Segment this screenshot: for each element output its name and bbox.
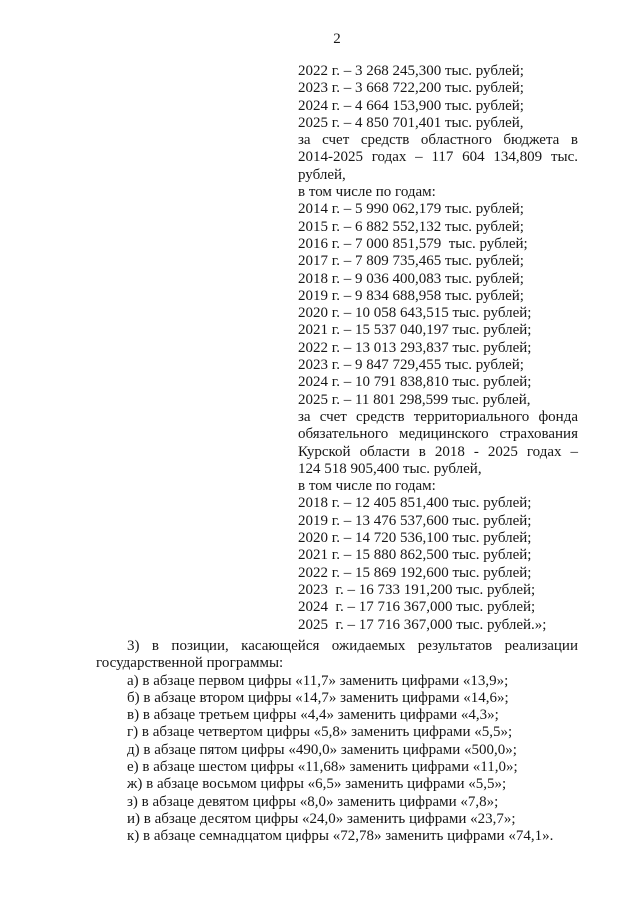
oblast-year-line: 2014 г. – 5 990 062,179 тыс. рублей; — [298, 201, 524, 218]
tfoms-year-line: 2021 г. – 15 880 862,500 тыс. рублей; — [298, 547, 532, 564]
oblast-year-line: 2018 г. – 9 036 400,083 тыс. рублей; — [298, 270, 524, 287]
oblast-year-line: 2021 г. – 15 537 040,197 тыс. рублей; — [298, 322, 532, 339]
oblast-year-line: 2025 г. – 11 801 298,599 тыс. рублей, — [298, 391, 531, 408]
results-subitem: д) в абзаце пятом цифры «490,0» заменить цифрами «500,0»; — [127, 741, 517, 758]
prev-year-line: 2025 г. – 4 850 701,401 тыс. рублей, — [298, 114, 524, 131]
page-number: 2 — [333, 31, 341, 47]
results-subitem: б) в абзаце втором цифры «14,7» заменить цифрами «14,6»; — [127, 689, 509, 706]
results-subitem: е) в абзаце шестом цифры «11,68» заменить цифрами «11,0»; — [127, 759, 518, 776]
oblast-year-line: 2023 г. – 9 847 729,455 тыс. рублей; — [298, 357, 524, 374]
oblast-year-line: 2019 г. – 9 834 688,958 тыс. рублей; — [298, 287, 524, 304]
results-subitem: в) в абзаце третьем цифры «4,4» заменить цифрами «4,3»; — [127, 707, 499, 724]
tfoms-year-line: 2019 г. – 13 476 537,600 тыс. рублей; — [298, 512, 532, 529]
tfoms-year-line: 2020 г. – 14 720 536,100 тыс. рублей; — [298, 530, 532, 547]
results-intro-line: государственной программы: — [96, 655, 284, 672]
oblast-budget-intro-line: 2014-2025 годах – 117 604 134,809 тыс. — [298, 149, 578, 166]
results-intro-line: 3) в позиции, касающейся ожидаемых результатов реализации — [127, 638, 578, 654]
results-subitem: и) в абзаце десятом цифры «24,0» заменить цифрами «23,7»; — [127, 810, 516, 827]
results-subitem: к) в абзаце семнадцатом цифры «72,78» заменить цифрами «74,1». — [127, 828, 554, 845]
prev-year-line: 2023 г. – 3 668 722,200 тыс. рублей; — [298, 80, 524, 97]
oblast-year-line: 2016 г. – 7 000 851,579 тыс. рублей; — [298, 235, 528, 252]
tfoms-year-line: 2022 г. – 15 869 192,600 тыс. рублей; — [298, 564, 532, 581]
prev-year-line: 2024 г. – 4 664 153,900 тыс. рублей; — [298, 97, 524, 114]
oblast-year-line: 2015 г. – 6 882 552,132 тыс. рублей; — [298, 218, 524, 235]
oblast-budget-intro-line: за счет средств областного бюджета в — [298, 132, 578, 149]
tfoms-by-years-label: в том числе по годам: — [298, 478, 436, 495]
tfoms-year-line: 2025 г. – 17 716 367,000 тыс. рублей.»; — [298, 616, 547, 633]
oblast-by-years-label: в том числе по годам: — [298, 184, 436, 201]
tfoms-year-line: 2024 г. – 17 716 367,000 тыс. рублей; — [298, 599, 536, 616]
oblast-year-line: 2024 г. – 10 791 838,810 тыс. рублей; — [298, 374, 532, 391]
oblast-year-line: 2020 г. – 10 058 643,515 тыс. рублей; — [298, 305, 532, 322]
tfoms-year-line: 2023 г. – 16 733 191,200 тыс. рублей; — [298, 581, 536, 598]
oblast-budget-intro-line: рублей, — [298, 166, 346, 183]
tfoms-intro-line: 124 518 905,400 тыс. рублей, — [298, 460, 482, 477]
results-subitem: г) в абзаце четвертом цифры «5,8» заменить цифрами «5,5»; — [127, 724, 513, 741]
funding-column — [298, 63, 578, 634]
results-section — [96, 638, 578, 846]
tfoms-intro-line: обязательного медицинского страхования — [298, 426, 578, 443]
results-subitem: з) в абзаце девятом цифры «8,0» заменить цифрами «7,8»; — [127, 793, 499, 810]
tfoms-intro-line: за счет средств территориального фонда — [298, 408, 578, 425]
oblast-year-line: 2022 г. – 13 013 293,837 тыс. рублей; — [298, 339, 532, 356]
oblast-year-line: 2017 г. – 7 809 735,465 тыс. рублей; — [298, 253, 524, 270]
tfoms-intro-line: Курской области в 2018 - 2025 годах – — [298, 443, 578, 460]
results-subitem: ж) в абзаце восьмом цифры «6,5» заменить цифрами «5,5»; — [127, 776, 507, 793]
prev-year-line: 2022 г. – 3 268 245,300 тыс. рублей; — [298, 63, 524, 79]
tfoms-year-line: 2018 г. – 12 405 851,400 тыс. рублей; — [298, 495, 532, 512]
results-subitem: а) в абзаце первом цифры «11,7» заменить цифрами «13,9»; — [127, 672, 509, 689]
